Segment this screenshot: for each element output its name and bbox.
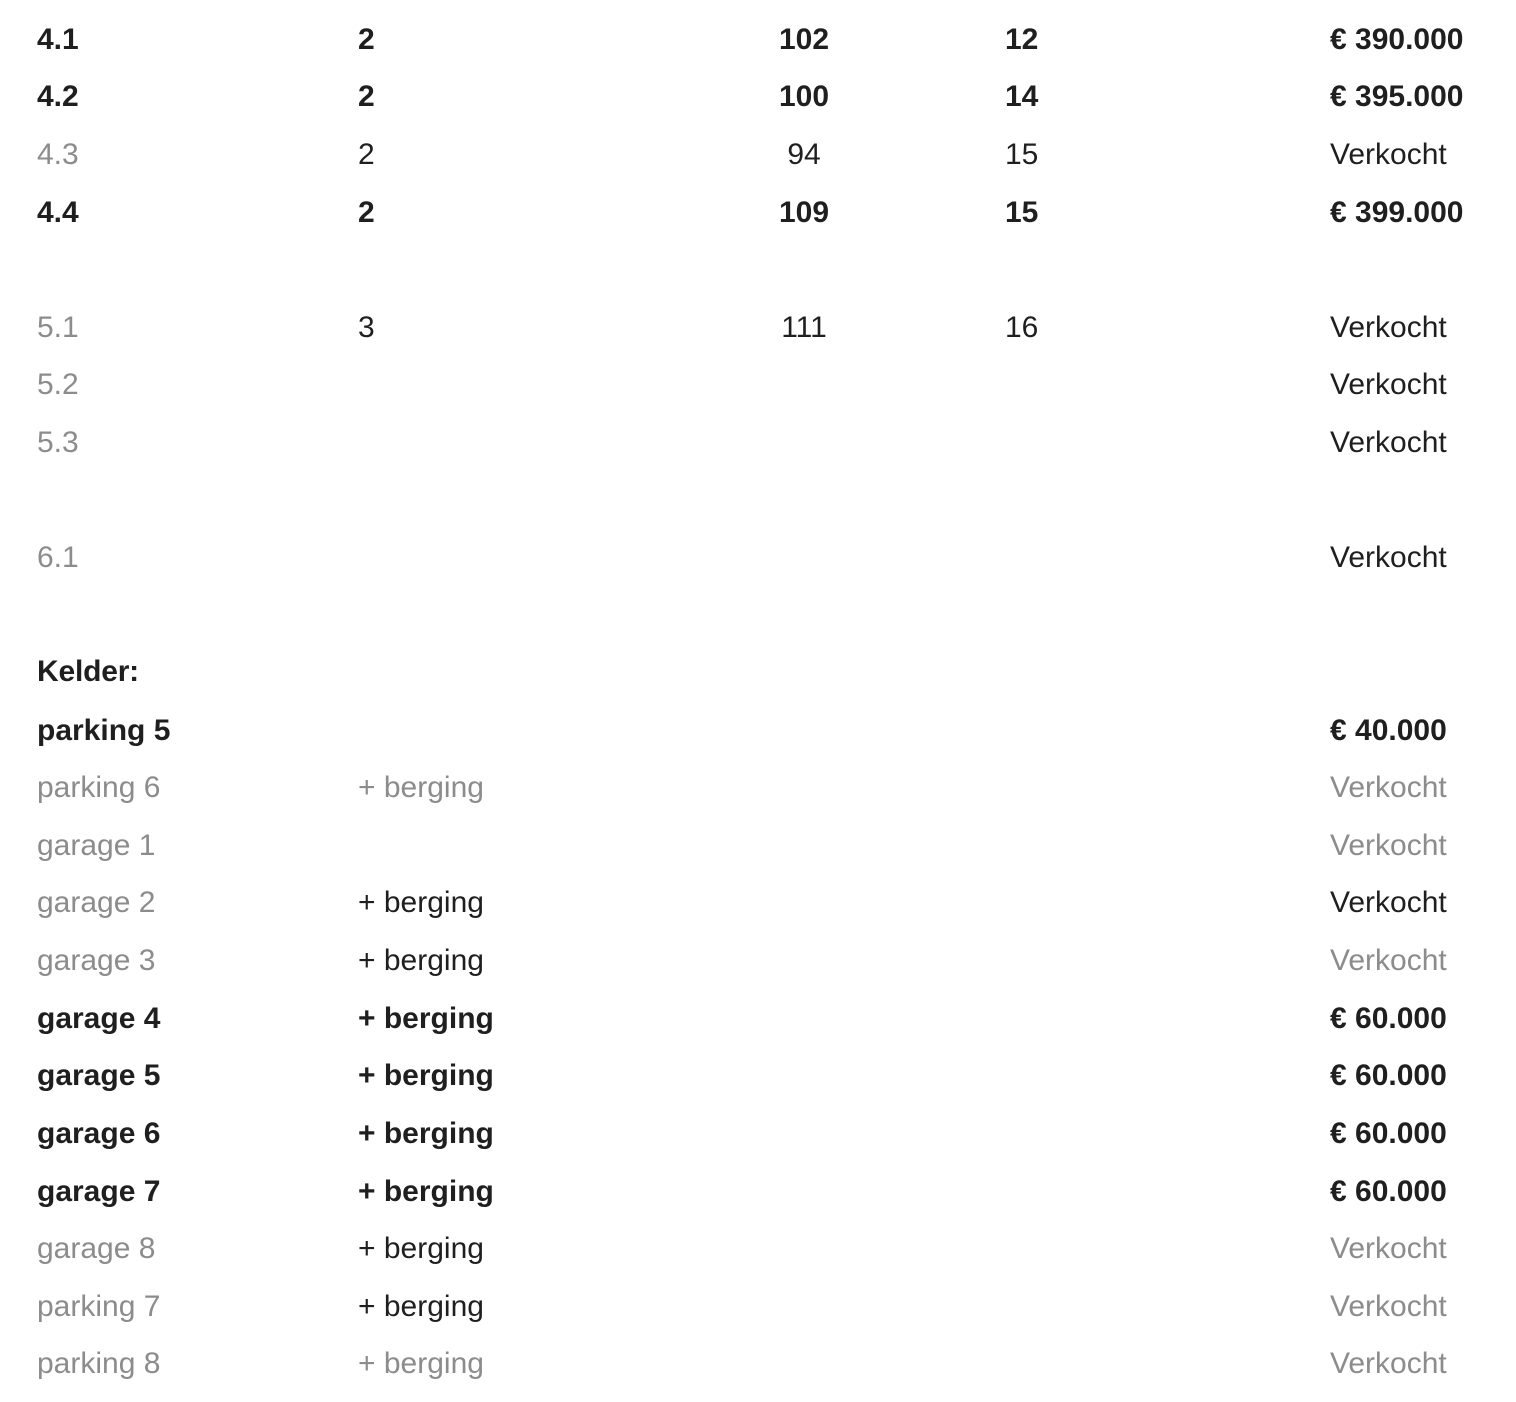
table-row: [0, 135, 1516, 175]
table-row: [0, 768, 1516, 808]
unit-area: 102: [778, 23, 830, 56]
space-name: garage 2: [37, 886, 156, 919]
unit-price: € 395.000: [1330, 80, 1464, 113]
table-row: [0, 999, 1516, 1039]
unit-number: 6.1: [37, 541, 79, 574]
table-row: [0, 1344, 1516, 1384]
space-status: Verkocht: [1330, 944, 1447, 977]
space-price: € 60.000: [1330, 1059, 1447, 1092]
space-name: parking 5: [37, 714, 171, 747]
space-extra: + berging: [358, 886, 484, 919]
space-name: parking 7: [37, 1290, 161, 1323]
space-name: parking 8: [37, 1347, 161, 1380]
table-row: [0, 941, 1516, 981]
unit-area: 109: [778, 196, 830, 229]
unit-rooms: 2: [358, 138, 375, 171]
unit-outdoor-area: 14: [1005, 80, 1039, 113]
space-name: garage 8: [37, 1232, 156, 1265]
unit-number: 4.2: [37, 80, 79, 113]
table-row: [0, 77, 1516, 117]
space-status: Verkocht: [1330, 1347, 1447, 1380]
unit-status: Verkocht: [1330, 311, 1447, 344]
unit-price: € 399.000: [1330, 196, 1464, 229]
space-status: Verkocht: [1330, 1290, 1447, 1323]
space-name: garage 5: [37, 1059, 161, 1092]
unit-number: 4.1: [37, 23, 79, 56]
unit-outdoor-area: 15: [1005, 196, 1039, 229]
unit-rooms: 2: [358, 196, 375, 229]
table-row: [0, 826, 1516, 866]
space-name: garage 3: [37, 944, 156, 977]
table-row: [0, 883, 1516, 923]
space-extra: + berging: [358, 944, 484, 977]
table-row: [0, 1287, 1516, 1327]
space-name: garage 7: [37, 1175, 161, 1208]
space-extra: + berging: [358, 1347, 484, 1380]
unit-rooms: 2: [358, 23, 375, 56]
space-extra: + berging: [358, 771, 484, 804]
unit-number: 5.1: [37, 311, 79, 344]
unit-number: 4.4: [37, 196, 79, 229]
unit-number: 4.3: [37, 138, 79, 171]
space-extra: + berging: [358, 1059, 494, 1092]
space-extra: + berging: [358, 1002, 494, 1035]
unit-rooms: 2: [358, 80, 375, 113]
unit-status: Verkocht: [1330, 541, 1447, 574]
table-row: [0, 1056, 1516, 1096]
unit-area: 111: [781, 311, 827, 344]
section-heading-kelder: Kelder:: [37, 655, 139, 688]
space-name: garage 6: [37, 1117, 161, 1150]
table-row: [0, 423, 1516, 463]
space-name: garage 1: [37, 829, 156, 862]
space-price: € 60.000: [1330, 1002, 1447, 1035]
table-row: [0, 20, 1516, 60]
table-row: [0, 711, 1516, 751]
unit-area: 100: [778, 80, 830, 113]
unit-area: 94: [787, 138, 821, 171]
unit-status: Verkocht: [1330, 426, 1447, 459]
unit-price: € 390.000: [1330, 23, 1464, 56]
table-row: [0, 308, 1516, 348]
space-extra: + berging: [358, 1232, 484, 1265]
unit-outdoor-area: 16: [1005, 311, 1039, 344]
unit-status: Verkocht: [1330, 368, 1447, 401]
table-row: [0, 1114, 1516, 1154]
table-row: [0, 365, 1516, 405]
space-price: € 60.000: [1330, 1117, 1447, 1150]
space-status: Verkocht: [1330, 771, 1447, 804]
table-row: [0, 538, 1516, 578]
space-extra: + berging: [358, 1175, 494, 1208]
space-status: Verkocht: [1330, 1232, 1447, 1265]
table-row: [0, 1172, 1516, 1212]
table-row: [0, 193, 1516, 233]
space-status: Verkocht: [1330, 829, 1447, 862]
space-price: € 40.000: [1330, 714, 1447, 747]
unit-number: 5.2: [37, 368, 79, 401]
table-row: [0, 1229, 1516, 1269]
unit-status: Verkocht: [1330, 138, 1447, 171]
space-status: Verkocht: [1330, 886, 1447, 919]
unit-number: 5.3: [37, 426, 79, 459]
unit-outdoor-area: 15: [1005, 138, 1039, 171]
space-name: garage 4: [37, 1002, 161, 1035]
space-price: € 60.000: [1330, 1175, 1447, 1208]
space-extra: + berging: [358, 1117, 494, 1150]
space-extra: + berging: [358, 1290, 484, 1323]
unit-outdoor-area: 12: [1005, 23, 1039, 56]
space-name: parking 6: [37, 771, 161, 804]
unit-rooms: 3: [358, 311, 375, 344]
